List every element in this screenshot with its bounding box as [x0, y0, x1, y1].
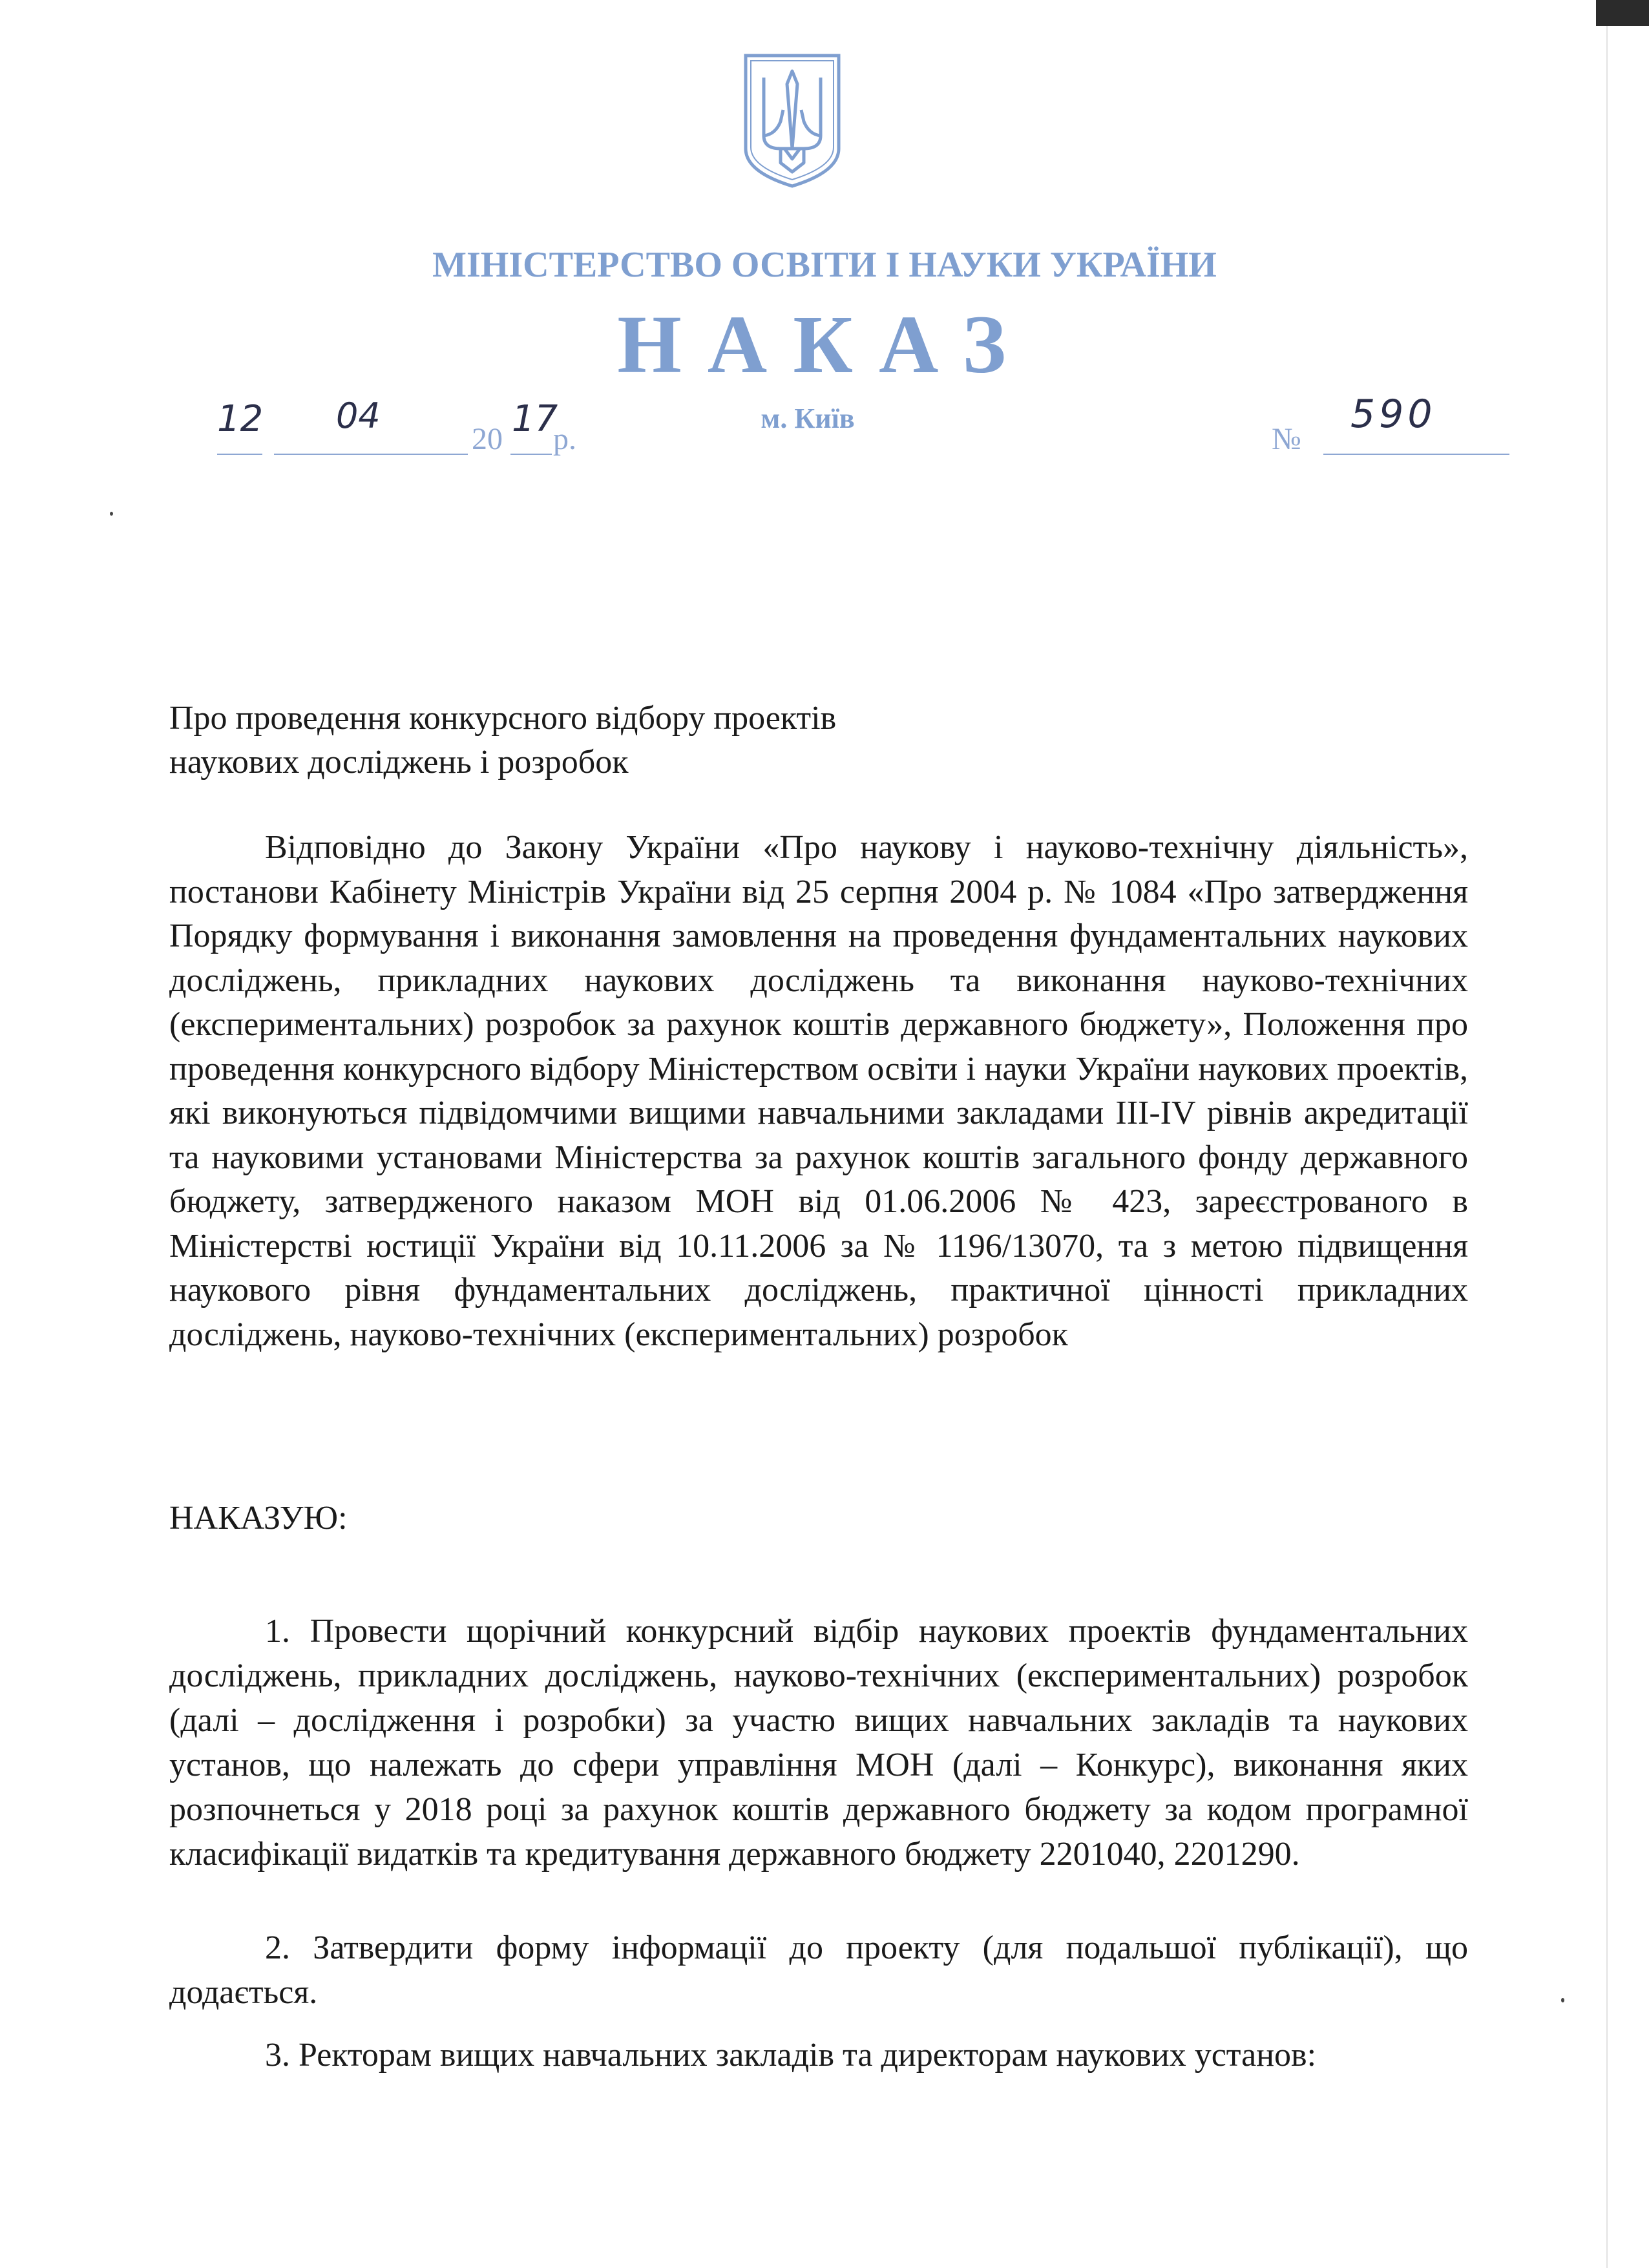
subject-line-1: Про проведення конкурсного відбору проектів: [169, 700, 837, 737]
number-label: №: [1272, 422, 1301, 456]
date-number-row: [0, 393, 1649, 464]
orders-label: НАКАЗУЮ:: [169, 1500, 348, 1537]
date-year-line: [510, 454, 552, 455]
date-year-suffix: 17: [512, 398, 558, 440]
number-value: 590: [1350, 392, 1436, 437]
subject-line-2: наукових досліджень і розробок: [169, 744, 629, 781]
preamble-paragraph: Відповідно до Закону України «Про наукову і науково-технічну діяльність», постанови Кабінету Міністрів України від 25 серпня 2004 р. № 1084 «Про затвердження Порядку формування і виконання замовлення на проведення фундаментальних наукових досліджень, прикладних наукових досліджень та виконання науково-технічних (експериментальних) розробок за рахунок коштів державного бюджету», Положення про проведення конкурсного відбору Міністерством освіти і науки України наукових проектів, які виконуються підвідомчими вищими навчальними закладами III-IV рівнів акредитації та науковими установами Міністерства за рахунок коштів загального фонду державного бюджету, затвердженого наказом МОН від 01.06.2006 № 423, зареєстрованого в Міністерстві юстиції України від 10.11.2006 за № 1196/13070, та з метою підвищення наукового рівня фундаментальних досліджень, практичної цінності прикладних досліджень, науково-технічних (експериментальних) розробок: [169, 829, 1468, 1353]
date-month-line: [274, 454, 468, 455]
date-day: 12: [217, 398, 264, 440]
scan-speck: [1561, 1998, 1564, 2002]
scan-edge-mark: [1596, 0, 1649, 26]
order-subject: [169, 697, 1074, 784]
order-item-1: 1. Провести щорічний конкурсний відбір наукових проектів фундаментальних досліджень, прикладних досліджень, науково-технічних (експериментальних) розробок (далі – дослідження і розробки) за участю вищих навчальних закладів та наукових установ, що належать до сфери управління МОН (далі – Конкурс), виконання яких розпочнеться у 2018 році за рахунок коштів державного бюджету за кодом програмної класифікації видатків та кредитування державного бюджету 2201040, 2201290.: [169, 1613, 1468, 1873]
order-item-2: 2. Затвердити форму інформації до проекту (для подальшої публікації), що додається.: [169, 1929, 1468, 2011]
date-year-prefix: 20: [472, 422, 503, 456]
number-line: [1323, 454, 1509, 455]
date-month: 04: [336, 395, 381, 436]
document-type-title: НАКАЗ: [617, 299, 1032, 390]
date-day-line: [217, 454, 262, 455]
date-year-unit: р.: [553, 422, 576, 456]
order-item-3: 3. Ректорам вищих навчальних закладів та директорам наукових установ:: [265, 2037, 1317, 2074]
city-label: м. Київ: [761, 403, 855, 434]
trident-coat-of-arms-icon: [742, 52, 843, 190]
scan-speck: [110, 512, 113, 516]
ministry-name: МІНІСТЕРСТВО ОСВІТИ І НАУКИ УКРАЇНИ: [432, 245, 1217, 285]
